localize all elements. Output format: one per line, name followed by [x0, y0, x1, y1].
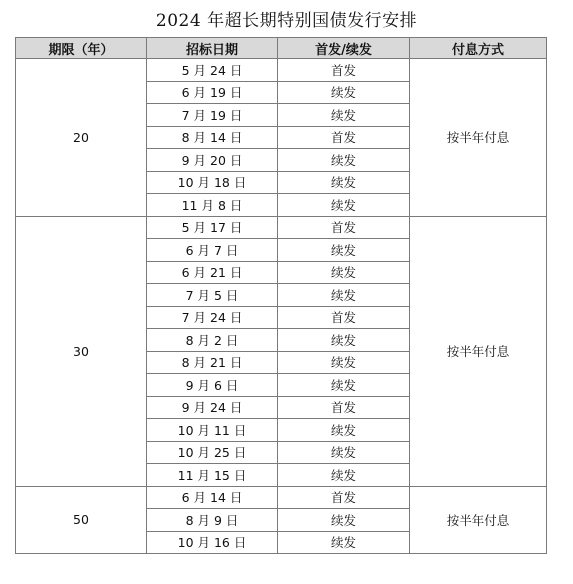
header-term: 期限（年） [16, 38, 147, 59]
issue-type-cell: 续发 [278, 104, 410, 127]
issue-type-cell: 续发 [278, 374, 410, 397]
issue-type-cell: 续发 [278, 81, 410, 104]
term-cell: 30 [16, 216, 147, 486]
auction-date-cell: 6 月 14 日 [147, 486, 278, 509]
auction-date-cell: 10 月 16 日 [147, 531, 278, 554]
auction-date-cell: 8 月 2 日 [147, 329, 278, 352]
table-header-row [16, 38, 547, 59]
table-body [16, 59, 547, 554]
issuance-schedule-table [15, 37, 547, 554]
auction-date-cell: 10 月 11 日 [147, 419, 278, 442]
issue-type-cell: 续发 [278, 464, 410, 487]
term-cell: 50 [16, 486, 147, 554]
auction-date-cell: 6 月 21 日 [147, 261, 278, 284]
auction-date-cell: 9 月 6 日 [147, 374, 278, 397]
issue-type-cell: 续发 [278, 171, 410, 194]
auction-date-cell: 8 月 9 日 [147, 509, 278, 532]
auction-date-cell: 10 月 25 日 [147, 441, 278, 464]
header-auction-date: 招标日期 [147, 38, 278, 59]
interest-method-cell: 按半年付息 [410, 216, 547, 486]
auction-date-cell: 8 月 14 日 [147, 126, 278, 149]
issue-type-cell: 续发 [278, 284, 410, 307]
auction-date-cell: 11 月 15 日 [147, 464, 278, 487]
term-cell: 20 [16, 59, 147, 217]
issue-type-cell: 首发 [278, 396, 410, 419]
auction-date-cell: 6 月 7 日 [147, 239, 278, 262]
issue-type-cell: 续发 [278, 351, 410, 374]
auction-date-cell: 9 月 20 日 [147, 149, 278, 172]
auction-date-cell: 7 月 5 日 [147, 284, 278, 307]
header-issue-type: 首发/续发 [278, 38, 410, 59]
auction-date-cell: 7 月 24 日 [147, 306, 278, 329]
auction-date-cell: 6 月 19 日 [147, 81, 278, 104]
interest-method-cell: 按半年付息 [410, 486, 547, 554]
auction-date-cell: 10 月 18 日 [147, 171, 278, 194]
interest-method-cell: 按半年付息 [410, 59, 547, 217]
issue-type-cell: 续发 [278, 419, 410, 442]
table-row [16, 486, 547, 509]
issue-type-cell: 续发 [278, 441, 410, 464]
auction-date-cell: 9 月 24 日 [147, 396, 278, 419]
auction-date-cell: 8 月 21 日 [147, 351, 278, 374]
issue-type-cell: 首发 [278, 126, 410, 149]
issue-type-cell: 续发 [278, 329, 410, 352]
issue-type-cell: 首发 [278, 486, 410, 509]
issue-type-cell: 首发 [278, 216, 410, 239]
auction-date-cell: 7 月 19 日 [147, 104, 278, 127]
issue-type-cell: 续发 [278, 531, 410, 554]
issue-type-cell: 续发 [278, 261, 410, 284]
issue-type-cell: 续发 [278, 149, 410, 172]
auction-date-cell: 5 月 24 日 [147, 59, 278, 82]
auction-date-cell: 11 月 8 日 [147, 194, 278, 217]
issue-type-cell: 续发 [278, 239, 410, 262]
issue-type-cell: 首发 [278, 306, 410, 329]
issue-type-cell: 首发 [278, 59, 410, 82]
issue-type-cell: 续发 [278, 509, 410, 532]
table-row [16, 216, 547, 239]
header-interest-method: 付息方式 [410, 38, 547, 59]
auction-date-cell: 5 月 17 日 [147, 216, 278, 239]
document-title: 2024 年超长期特别国债发行安排 [155, 11, 418, 31]
issue-type-cell: 续发 [278, 194, 410, 217]
table-row [16, 59, 547, 82]
